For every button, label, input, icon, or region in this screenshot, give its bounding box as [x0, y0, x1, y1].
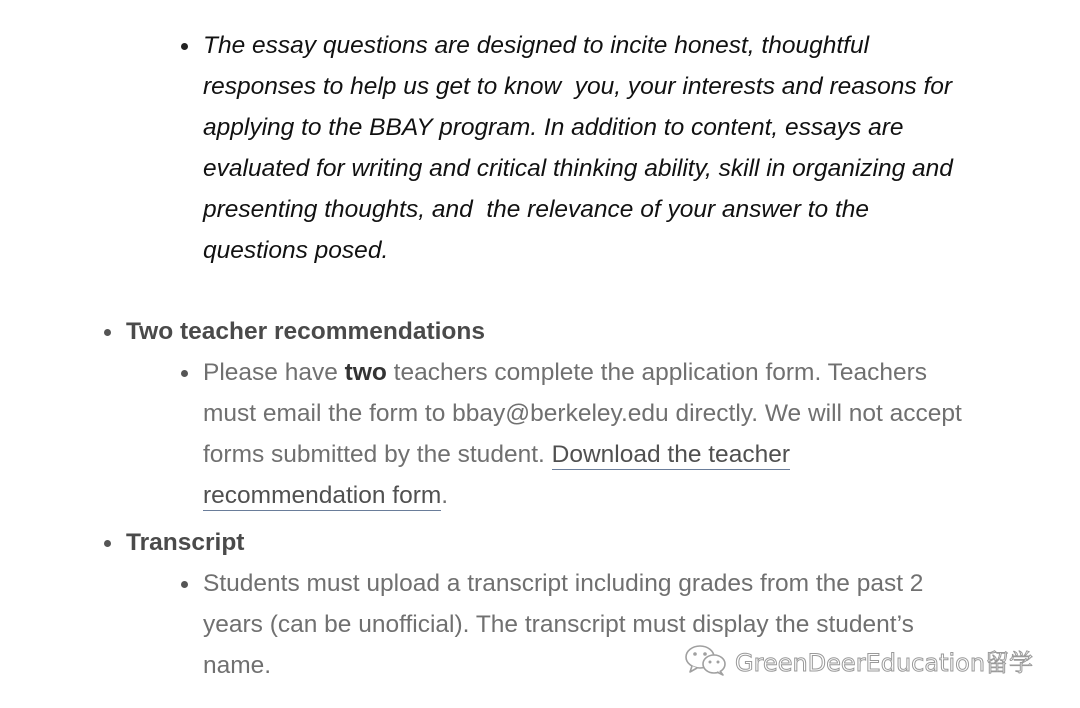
transcript-line-3: name. [203, 652, 272, 679]
essay-line-4: evaluated for writing and critical thinking ability, skill in organizing and [203, 155, 953, 182]
download-recommendation-form-link[interactable]: Download the teacher [551, 441, 790, 468]
transcript-line-1: Students must upload a transcript including grades from the past 2 [203, 570, 924, 597]
emphasis-two: two [344, 359, 387, 386]
essay-line-6: questions posed. [203, 237, 389, 264]
transcript-sub-bullet [181, 581, 188, 588]
essay-bullet [181, 43, 188, 50]
recommendations-sub-bullet [181, 370, 188, 377]
essay-line-3: applying to the BBAY program. In addition to content, essays are [203, 114, 904, 141]
essay-line-5: presenting thoughts, and the relevance of your answer to the [203, 196, 870, 223]
essay-line-1: The essay questions are designed to incite honest, thoughtful [203, 32, 870, 59]
essay-description [203, 25, 1003, 271]
recommendations-line-2: must email the form to bbay@berkeley.edu directly. We will not accept [203, 400, 962, 427]
watermark [683, 643, 1033, 677]
recommendations-bullet [104, 329, 111, 336]
recommendations-heading: Two teacher recommendations [126, 318, 485, 345]
transcript-heading: Transcript [126, 529, 245, 556]
essay-line-2: responses to help us get to know you, your interests and reasons for [203, 73, 953, 100]
recommendations-line-1: Please have two teachers complete the application form. Teachers [203, 359, 928, 386]
transcript-line-2: years (can be unofficial). The transcript must display the student’s [203, 611, 914, 638]
transcript-bullet [104, 540, 111, 547]
watermark-text: GreenDeerEducation留学 [735, 648, 1034, 677]
recommendations-line-4: recommendation form. [203, 482, 449, 509]
wechat-icon [683, 643, 729, 677]
download-recommendation-form-link-cont[interactable]: recommendation form [203, 482, 442, 509]
recommendations-description [203, 352, 1023, 516]
recommendations-line-3: forms submitted by the student. Download the teacher [203, 441, 790, 468]
